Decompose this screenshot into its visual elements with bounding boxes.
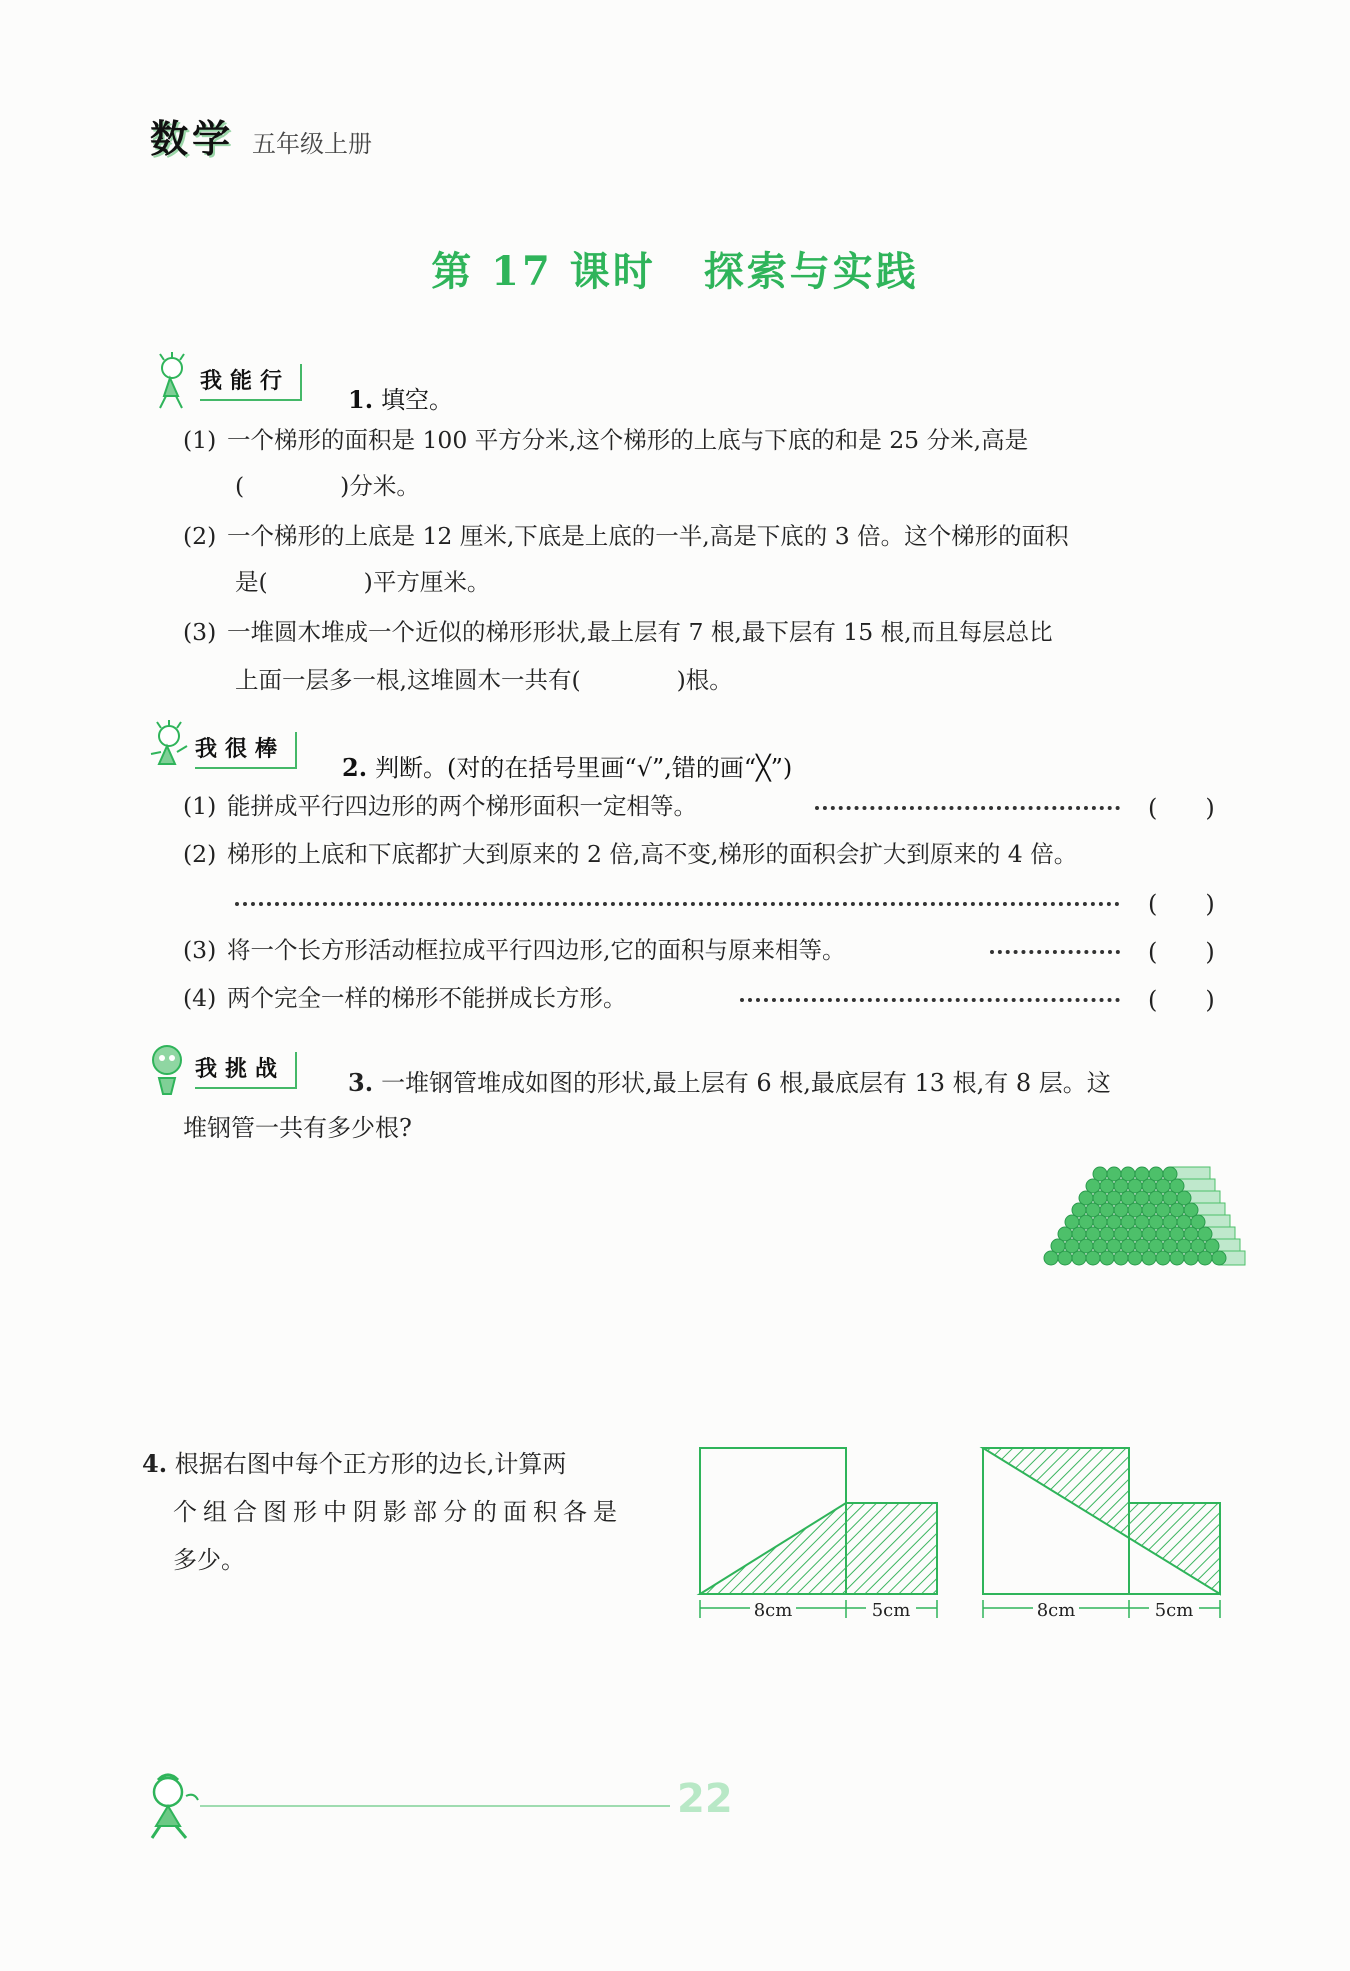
q4-line3: 多少。 [173,1546,245,1574]
q1-title [348,380,453,415]
q4-line1-text: 根据右图中每个正方形的边长,计算两 [174,1450,567,1478]
paren-close: ) [1205,794,1215,822]
q4-number: 4. [142,1449,168,1478]
paren-close: ) [1205,938,1215,966]
judge-text: 两个完全一样的梯形不能拼成长方形。 [227,984,627,1012]
fill-q1-line1 [183,424,1028,457]
answer-paren-2[interactable] [1148,890,1215,918]
badge-wo-tiao-zhan [145,1040,297,1100]
paren-open: ( [1148,794,1158,822]
paren-close: ) [1205,890,1215,918]
steel-pipe-stack-image [1010,1160,1260,1280]
page-header [150,108,372,163]
item-number: (2) [183,840,217,868]
pipe-end [1044,1251,1058,1265]
paren-close: ) [1205,986,1215,1014]
q2-title [342,748,792,783]
fill-q3-line1 [183,616,1053,649]
fill-q2-unit: )平方厘米。 [363,568,491,596]
dim-label-5cm: 5cm [871,1600,911,1621]
shaded-region [983,1448,1220,1594]
answer-paren-1[interactable] [1148,794,1215,822]
pipe-end [1114,1251,1128,1265]
item-number: (3) [183,936,217,964]
pipe-end [1212,1251,1226,1265]
q1-title-text: 填空。 [381,386,454,414]
item-number: (1) [183,792,217,820]
fill-q1-unit: )分米。 [340,472,420,500]
footer-rule [200,1805,670,1807]
footer-mascot-icon [140,1772,206,1842]
q4-text [142,1440,665,1584]
mascot-icon [150,352,200,412]
q3-line2 [183,1112,412,1146]
composite-figure-right [975,1440,1225,1625]
lesson-topic: 探索与实践 [703,248,919,295]
shaded-region [700,1503,937,1594]
pipe-end [1142,1251,1156,1265]
fill-q3-line2 [235,664,733,697]
fill-q1-line2 [235,470,420,503]
dim-label-5cm: 5cm [1154,1600,1194,1621]
fill-q2-line1 [183,520,1069,553]
q3-text-cont: 堆钢管一共有多少根? [183,1114,412,1142]
judge-text: 梯形的上底和下底都扩大到原来的 2 倍,高不变,梯形的面积会扩大到原来的 4 倍。 [227,840,1078,868]
judge-item-4 [183,982,627,1015]
pipe-end [1198,1251,1212,1265]
item-number: (4) [183,984,217,1012]
paren-open: ( [235,472,245,500]
leader-dots [235,902,1120,906]
pipe-end [1170,1251,1184,1265]
item-number: (1) [183,426,217,454]
mascot-icon [145,1040,195,1100]
pipe-end [1100,1251,1114,1265]
pipe-end [1184,1251,1198,1265]
answer-paren-3[interactable] [1148,938,1215,966]
q3-text: 一堆钢管堆成如图的形状,最上层有 6 根,最底层有 13 根,有 8 层。这 [381,1069,1111,1097]
paren-open: 上面一层多一根,这堆圆木一共有( [235,666,581,694]
composite-figure-left [690,1440,940,1625]
badge-label: 我能行 [200,364,302,401]
judge-text: 将一个长方形活动框拉成平行四边形,它的面积与原来相等。 [227,936,846,964]
dim-label-8cm: 8cm [1036,1600,1076,1621]
judge-item-2 [183,838,1077,871]
badge-wo-neng-xing [150,352,302,412]
dim-label-8cm: 8cm [753,1600,793,1621]
pipe-end [1058,1251,1072,1265]
paren-open: 是( [235,568,268,596]
answer-paren-4[interactable] [1148,986,1215,1014]
pipe-end [1072,1251,1086,1265]
paren-open: ( [1148,938,1158,966]
subject-label: 数学 [150,117,235,161]
fill-q2-line2 [235,566,490,599]
fill-q3-text: 一堆圆木堆成一个近似的梯形形状,最上层有 7 根,最下层有 15 根,而且每层总比 [227,618,1053,646]
q2-title-text: 判断。(对的在括号里画“√”,错的画“╳”) [375,754,793,782]
pipe-end [1128,1251,1142,1265]
judge-text: 能拼成平行四边形的两个梯形面积一定相等。 [227,792,697,820]
item-number: (3) [183,618,217,646]
leader-dots [815,806,1120,810]
q3-number: 3. [348,1068,374,1097]
badge-wo-hen-bang [145,720,297,780]
page-number: 22 [677,1776,733,1822]
paren-open: ( [1148,986,1158,1014]
judge-item-3 [183,934,845,967]
fill-q2-text: 一个梯形的上底是 12 厘米,下底是上底的一半,高是下底的 3 倍。这个梯形的面积 [227,522,1069,550]
badge-label: 我挑战 [195,1052,297,1089]
leader-dots [990,950,1120,954]
leader-dots [740,998,1120,1002]
badge-label: 我很棒 [195,732,297,769]
judge-item-1 [183,790,697,823]
q2-number: 2. [342,753,368,782]
q4-line2: 个组合图形中阴影部分的面积各是 [173,1498,623,1526]
fill-q1-text: 一个梯形的面积是 100 平方分米,这个梯形的上底与下底的和是 25 分米,高是 [227,426,1029,454]
lesson-title [0,240,1350,297]
lesson-number: 第 17 课时 [431,248,656,295]
item-number: (2) [183,522,217,550]
pipe-end [1156,1251,1170,1265]
fill-q3-unit: )根。 [676,666,733,694]
q4-line1 [142,1440,665,1488]
mascot-icon [145,720,195,780]
q3-line1 [348,1066,1111,1101]
grade-label: 五年级上册 [252,130,373,158]
paren-open: ( [1148,890,1158,918]
pipe-end [1086,1251,1100,1265]
q1-number: 1. [348,385,374,414]
